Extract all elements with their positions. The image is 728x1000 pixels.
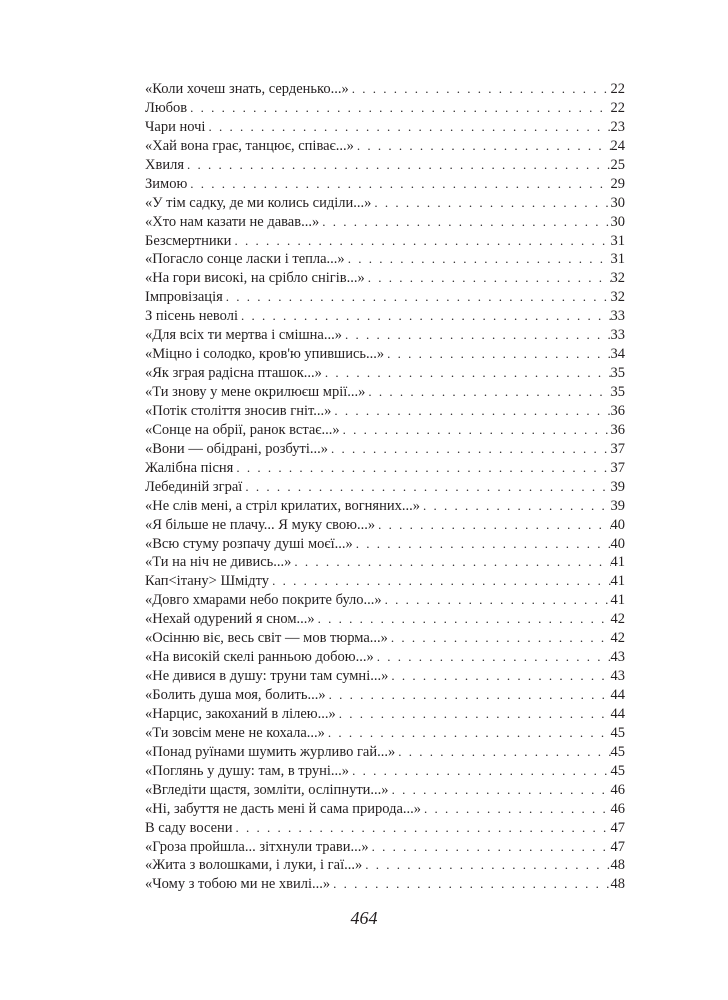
toc-entry-title: «Довго хмарами небо покрите було...»: [145, 592, 382, 609]
toc-entry-title: Лебединій зграї: [145, 478, 243, 495]
toc-entry: [145, 402, 625, 421]
dot-leader: [187, 99, 610, 118]
toc-entry: [145, 762, 625, 781]
toc-entry-title: «Я більше не плачу... Я муку свою...»: [145, 516, 376, 533]
dot-leader: [242, 478, 610, 497]
toc-entry-title: «Не дивися в душу: труни там сумні...»: [145, 668, 389, 685]
toc-entry: [145, 838, 625, 857]
dot-leader: [269, 572, 610, 591]
dot-leader: [353, 535, 611, 554]
toc-entry: [145, 326, 625, 345]
toc-entry: [145, 705, 625, 724]
dot-leader: [340, 421, 611, 440]
toc-entry-title: «Ти на ніч не дивись...»: [145, 554, 292, 571]
toc-entry: [145, 364, 625, 383]
toc-entry-page: 44: [610, 705, 625, 722]
toc-entry: [145, 80, 625, 99]
toc-entry-title: «Вгледіти щастя, зомліти, осліпнути...»: [145, 781, 389, 798]
toc-entry-page: 47: [610, 838, 625, 855]
dot-leader: [374, 648, 611, 667]
dot-leader: [342, 326, 611, 345]
page-number: 464: [350, 908, 378, 928]
toc-entry-page: 47: [610, 819, 625, 836]
toc-entry: [145, 591, 625, 610]
toc-entry: [145, 440, 625, 459]
toc-entry: [145, 497, 625, 516]
toc-entry: [145, 535, 625, 554]
dot-leader: [388, 629, 611, 648]
toc-entry-page: 34: [610, 346, 625, 363]
dot-leader: [336, 705, 611, 724]
toc-entry-title: «Ти знову у мене окрилюєш мрії...»: [145, 384, 366, 400]
toc-entry-page: 48: [610, 876, 625, 893]
toc-entry-page: 30: [610, 213, 625, 230]
toc-entry-title: «Осінню віє, весь світ — мов тюрма...»: [145, 630, 388, 647]
dot-leader: [362, 856, 610, 875]
toc-entry: [145, 667, 625, 686]
toc-entry-page: 25: [610, 156, 625, 173]
dot-leader: [184, 156, 611, 175]
dot-leader: [223, 288, 611, 307]
toc-entry-title: Чари ночі: [145, 118, 206, 135]
dot-leader: [389, 781, 611, 800]
toc-entry-title: Безсмертники: [145, 232, 232, 249]
toc-entry-title: «Хай вона грає, танцює, співає...»: [145, 137, 354, 154]
toc-entry: [145, 269, 625, 288]
dot-leader: [238, 307, 611, 326]
toc-entry-page: 43: [610, 649, 625, 666]
toc-entry-title: «Потік століття зносив гніт...»: [145, 402, 332, 419]
dot-leader: [375, 516, 610, 535]
dot-leader: [421, 800, 610, 819]
dot-leader: [349, 762, 610, 781]
toc-entry-page: 37: [610, 440, 625, 457]
toc-entry-page: 31: [610, 232, 625, 249]
toc-entry-page: 46: [610, 781, 625, 798]
dot-leader: [371, 194, 610, 213]
dot-leader: [233, 459, 610, 478]
toc-entry-page: 24: [610, 137, 625, 154]
toc-entry-title: «На гори високі, на срібло снігів...»: [145, 270, 365, 287]
dot-leader: [205, 118, 610, 137]
toc-entry: [145, 743, 625, 762]
dot-leader: [349, 80, 611, 99]
dot-leader: [231, 232, 610, 251]
toc-entry-page: 36: [610, 421, 625, 438]
toc-entry: [145, 232, 625, 251]
toc-entry-title: «Поглянь у душу: там, в труні...»: [145, 762, 350, 779]
toc-entry-page: 30: [610, 194, 625, 211]
toc-entry-title: «Для всіх ти мертва і смішна...»: [145, 327, 342, 344]
toc-entry: [145, 819, 625, 838]
toc-entry-page: 46: [610, 800, 625, 817]
dot-leader: [187, 175, 610, 194]
dot-leader: [365, 383, 610, 402]
dot-leader: [328, 440, 611, 459]
dot-leader: [384, 345, 610, 364]
toc-entry-title: «Міцно і солодко, кров'ю упившись...»: [145, 346, 385, 363]
toc-entry-page: 42: [610, 611, 625, 628]
dot-leader: [315, 610, 611, 629]
toc-entry-title: «Сонце на обрії, ранок встає...»: [145, 421, 340, 438]
toc-entry: [145, 250, 625, 269]
dot-leader: [369, 838, 611, 857]
toc-entry-title: «Коли хочеш знать, серденько...»: [145, 81, 349, 97]
toc-entry: [145, 724, 625, 743]
toc-entry-page: 32: [610, 289, 625, 306]
toc-entry-page: 39: [610, 497, 625, 514]
toc-entry-page: 45: [610, 762, 625, 779]
dot-leader: [291, 553, 610, 572]
toc-entry-page: 48: [610, 857, 625, 874]
toc-entry-title: Зимою: [145, 175, 188, 192]
toc-entry: [145, 345, 625, 364]
dot-leader: [388, 667, 610, 686]
dot-leader: [382, 591, 611, 610]
toc-entry-page: 41: [610, 592, 625, 609]
toc-entry-page: 31: [610, 251, 625, 268]
dot-leader: [326, 686, 611, 705]
dot-leader: [322, 364, 611, 383]
toc-entry-title: «Гроза пройшла... зітхнули трави...»: [145, 838, 369, 855]
toc-entry: [145, 516, 625, 535]
toc-entry-page: 23: [610, 118, 625, 135]
toc-entry-page: 40: [610, 516, 625, 533]
dot-leader: [319, 213, 610, 232]
toc-entry-title: «Хто нам казати не давав...»: [145, 213, 320, 230]
toc-entry-title: «На високій скелі ранньою добою...»: [145, 649, 374, 666]
toc-entry: [145, 307, 625, 326]
toc-entry: [145, 194, 625, 213]
toc-entry-page: 45: [610, 743, 625, 760]
table-of-contents: [145, 80, 625, 894]
toc-entry: [145, 781, 625, 800]
toc-entry-title: Любов: [145, 99, 188, 116]
dot-leader: [420, 497, 611, 516]
toc-entry-title: З пісень неволі: [145, 308, 238, 325]
toc-entry-title: «Вони — обідрані, розбуті...»: [145, 440, 328, 457]
toc-entry: [145, 421, 625, 440]
toc-entry-page: 40: [610, 535, 625, 552]
dot-leader: [345, 250, 611, 269]
toc-entry-page: 41: [610, 573, 625, 590]
toc-entry-title: «Ні, забуття не дасть мені й сама природа...»: [145, 800, 422, 817]
toc-entry-page: 36: [610, 402, 625, 419]
toc-entry-title: «Чому з тобою ми не хвилі...»: [145, 876, 331, 893]
toc-entry-page: 22: [610, 99, 625, 116]
toc-entry: [145, 459, 625, 478]
toc-entry-title: «Ти зовсім мене не кохала...»: [145, 724, 325, 741]
toc-entry-title: «Нарцис, закоханий в лілею...»: [145, 705, 336, 722]
toc-entry-title: «Нехай одурений я сном...»: [145, 611, 315, 628]
toc-entry-title: Імпровізація: [145, 289, 223, 306]
toc-entry-title: «Жита з волошками, і луки, і гаї...»: [145, 857, 363, 874]
toc-entry: [145, 572, 625, 591]
toc-entry: [145, 156, 625, 175]
toc-entry-title: «Як зграя радісна пташок...»: [145, 365, 322, 382]
toc-entry: [145, 856, 625, 875]
toc-entry-title: В саду восени: [145, 819, 233, 836]
toc-entry-title: Кап<ітану> Шмідту: [145, 573, 270, 590]
toc-entry-page: 44: [610, 687, 625, 703]
toc-entry: [145, 686, 625, 705]
toc-entry: [145, 553, 625, 572]
toc-entry-title: «Всю стуму розпачу душі моєї...»: [145, 535, 353, 552]
toc-entry: [145, 118, 625, 137]
dot-leader: [365, 269, 611, 288]
toc-entry: [145, 800, 625, 819]
dot-leader: [331, 402, 610, 421]
toc-entry: [145, 610, 625, 629]
toc-entry: [145, 648, 625, 667]
toc-entry-title: «У тім садку, де ми колись сиділи...»: [145, 194, 372, 211]
toc-entry: [145, 137, 625, 156]
dot-leader: [395, 743, 610, 762]
dot-leader: [233, 819, 611, 838]
toc-entry-page: 29: [610, 175, 625, 192]
toc-entry-page: 43: [610, 668, 625, 685]
toc-entry: [145, 175, 625, 194]
toc-entry-page: 32: [610, 270, 625, 287]
toc-entry-title: «Болить душа моя, болить...»: [145, 687, 326, 703]
dot-leader: [330, 875, 610, 894]
toc-entry: [145, 213, 625, 232]
toc-entry-page: 39: [610, 478, 625, 495]
toc-entry-page: 45: [610, 724, 625, 741]
toc-entry-title: «Не слів мені, а стріл крилатих, вогняних...»: [145, 497, 420, 514]
toc-entry: [145, 629, 625, 648]
toc-entry: [145, 478, 625, 497]
toc-entry-page: 33: [610, 327, 625, 344]
toc-entry-title: Жалібна пісня: [145, 459, 234, 476]
toc-entry-page: 41: [610, 554, 625, 571]
toc-entry: [145, 383, 625, 402]
toc-entry-page: 35: [610, 365, 625, 382]
toc-entry-page: 22: [610, 81, 625, 97]
toc-entry-title: «Погасло сонце ласки і тепла...»: [145, 251, 345, 268]
toc-entry: [145, 875, 625, 894]
toc-entry-title: «Понад руїнами шумить журливо гай...»: [145, 743, 396, 760]
dot-leader: [354, 137, 611, 156]
toc-entry-page: 37: [610, 459, 625, 476]
toc-entry-page: 35: [610, 384, 625, 400]
toc-entry-page: 42: [610, 630, 625, 647]
toc-entry-title: Хвиля: [145, 156, 184, 173]
toc-entry-page: 33: [610, 308, 625, 325]
dot-leader: [325, 724, 611, 743]
toc-entry: [145, 288, 625, 307]
toc-entry: [145, 99, 625, 118]
